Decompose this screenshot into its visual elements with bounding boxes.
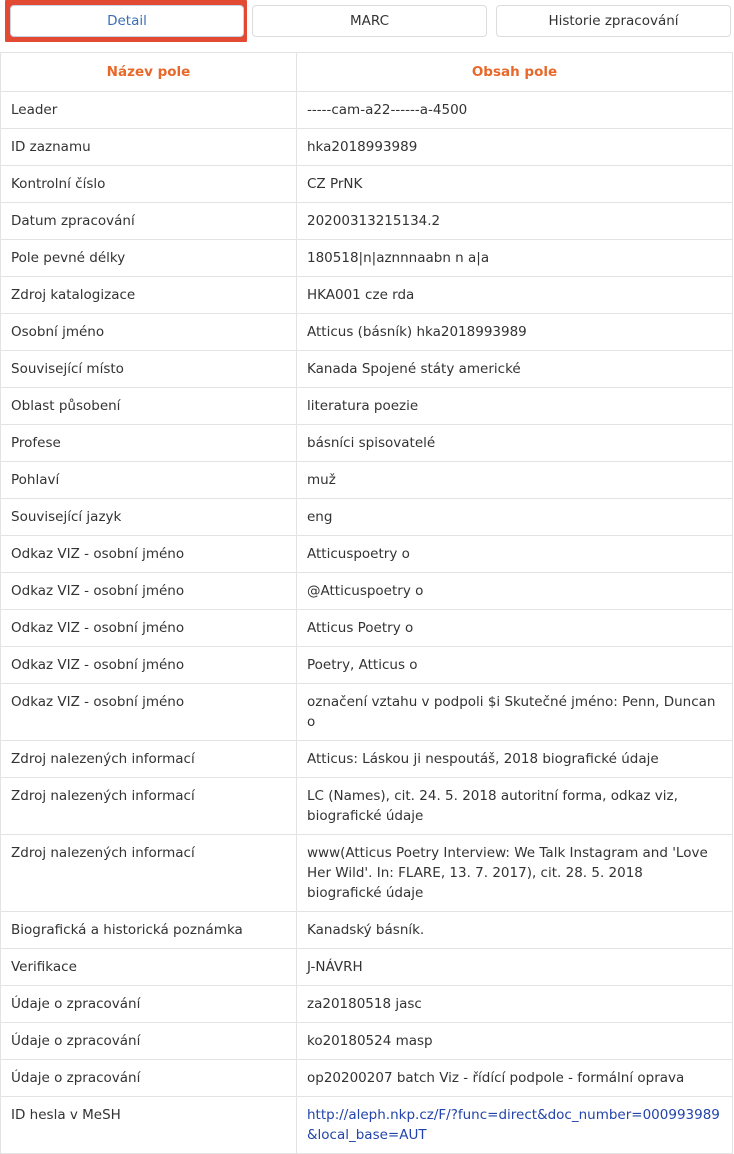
table-row (1, 351, 733, 388)
field-name-cell: Kontrolní číslo (1, 166, 297, 203)
table-row (1, 1023, 733, 1060)
mesh-id-link[interactable]: http://aleph.nkp.cz/F/?func=direct&doc_number=000993989&local_base=AUT (307, 1107, 720, 1143)
field-value-cell (297, 1097, 733, 1154)
table-row (1, 778, 733, 835)
tab-historie-zpracovani[interactable]: Historie zpracování (496, 5, 731, 37)
table-row (1, 610, 733, 647)
table-row (1, 647, 733, 684)
field-name-cell: Odkaz VIZ - osobní jméno (1, 684, 297, 741)
record-fields-table (0, 52, 733, 1154)
field-value-cell: literatura poezie (297, 388, 733, 425)
field-name-cell: Údaje o zpracování (1, 1023, 297, 1060)
field-name-cell: Související místo (1, 351, 297, 388)
field-name-cell: Odkaz VIZ - osobní jméno (1, 610, 297, 647)
tab-marc[interactable]: MARC (252, 5, 487, 37)
field-value-cell: eng (297, 499, 733, 536)
field-name-cell: ID hesla v MeSH (1, 1097, 297, 1154)
table-row (1, 314, 733, 351)
field-value-cell: J-NÁVRH (297, 949, 733, 986)
field-name-cell: Odkaz VIZ - osobní jméno (1, 536, 297, 573)
field-name-cell: Osobní jméno (1, 314, 297, 351)
field-value-cell: www(Atticus Poetry Interview: We Talk Instagram and 'Love Her Wild'. In: FLARE, 13. 7. 2017), cit. 28. 5. 2018 biografické údaje (297, 835, 733, 912)
table-row (1, 277, 733, 314)
table-row (1, 1060, 733, 1097)
table-row (1, 912, 733, 949)
field-value-cell: básníci spisovatelé (297, 425, 733, 462)
field-value-cell: Atticus: Láskou ji nespoutáš, 2018 biografické údaje (297, 741, 733, 778)
field-name-cell: Pohlaví (1, 462, 297, 499)
field-name-cell: ID zaznamu (1, 129, 297, 166)
field-value-cell: za20180518 jasc (297, 986, 733, 1023)
field-name-cell: Zdroj nalezených informací (1, 778, 297, 835)
field-value-cell: @Atticuspoetry o (297, 573, 733, 610)
field-value-cell: Kanadský básník. (297, 912, 733, 949)
table-row (1, 835, 733, 912)
field-name-cell: Leader (1, 92, 297, 129)
field-value-cell: Atticus (básník) hka2018993989 (297, 314, 733, 351)
table-header-row (1, 53, 733, 92)
field-value-cell: Atticus Poetry o (297, 610, 733, 647)
tab-bar (0, 0, 734, 50)
field-name-cell: Údaje o zpracování (1, 1060, 297, 1097)
column-header-field-content: Obsah pole (297, 53, 733, 92)
field-value-cell: ko20180524 masp (297, 1023, 733, 1060)
table-row (1, 741, 733, 778)
field-value-cell: CZ PrNK (297, 166, 733, 203)
field-name-cell: Zdroj katalogizace (1, 277, 297, 314)
field-value-cell: označení vztahu v podpoli $i Skutečné jméno: Penn, Duncan o (297, 684, 733, 741)
field-name-cell: Datum zpracování (1, 203, 297, 240)
field-value-cell: HKA001 cze rda (297, 277, 733, 314)
table-row (1, 388, 733, 425)
field-value-cell: 180518|n|aznnnaabn n a|a (297, 240, 733, 277)
field-name-cell: Odkaz VIZ - osobní jméno (1, 573, 297, 610)
table-row (1, 462, 733, 499)
field-name-cell: Pole pevné délky (1, 240, 297, 277)
field-value-cell: op20200207 batch Viz - řídící podpole - formální oprava (297, 1060, 733, 1097)
table-row (1, 573, 733, 610)
table-row (1, 1097, 733, 1154)
table-row (1, 203, 733, 240)
table-row (1, 240, 733, 277)
table-row (1, 684, 733, 741)
table-row (1, 949, 733, 986)
column-header-field-name: Název pole (1, 53, 297, 92)
field-value-cell: Kanada Spojené státy americké (297, 351, 733, 388)
table-row (1, 499, 733, 536)
field-value-cell: LC (Names), cit. 24. 5. 2018 autoritní forma, odkaz viz, biografické údaje (297, 778, 733, 835)
field-name-cell: Oblast působení (1, 388, 297, 425)
table-row (1, 166, 733, 203)
table-row (1, 986, 733, 1023)
field-name-cell: Zdroj nalezených informací (1, 835, 297, 912)
table-row (1, 536, 733, 573)
field-name-cell: Související jazyk (1, 499, 297, 536)
field-name-cell: Údaje o zpracování (1, 986, 297, 1023)
table-body (1, 92, 733, 1154)
tab-detail[interactable]: Detail (10, 5, 244, 37)
field-name-cell: Zdroj nalezených informací (1, 741, 297, 778)
field-value-cell: hka2018993989 (297, 129, 733, 166)
field-name-cell: Verifikace (1, 949, 297, 986)
field-name-cell: Odkaz VIZ - osobní jméno (1, 647, 297, 684)
table-row (1, 92, 733, 129)
field-value-cell: -----cam-a22------a-4500 (297, 92, 733, 129)
field-value-cell: muž (297, 462, 733, 499)
field-value-cell: 20200313215134.2 (297, 203, 733, 240)
field-value-cell: Atticuspoetry o (297, 536, 733, 573)
field-name-cell: Biografická a historická poznámka (1, 912, 297, 949)
field-value-cell: Poetry, Atticus o (297, 647, 733, 684)
field-name-cell: Profese (1, 425, 297, 462)
table-row (1, 425, 733, 462)
table-row (1, 129, 733, 166)
